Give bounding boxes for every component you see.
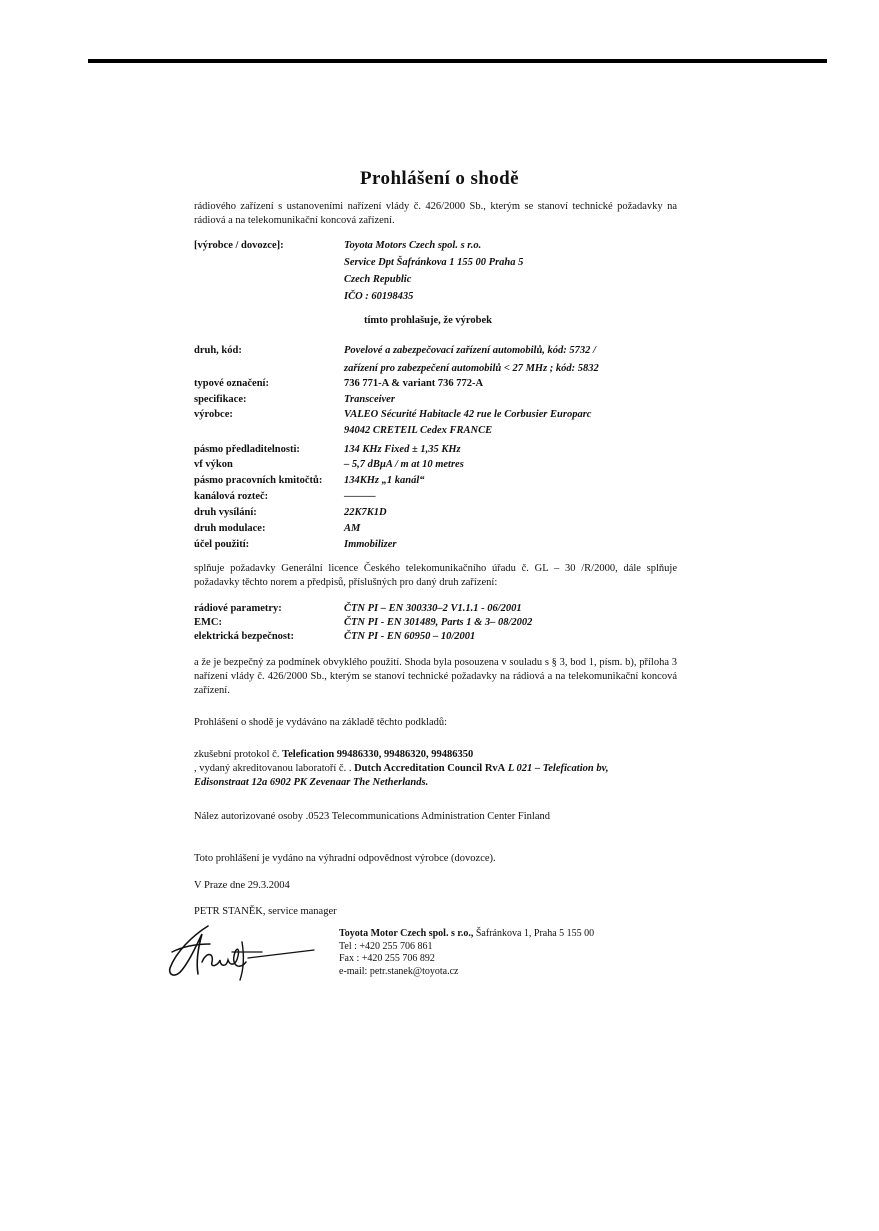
spec-label: typové označení: (194, 378, 269, 389)
spec-label: kanálová rozteč: (194, 491, 269, 502)
manufacturer-line: Toyota Motors Czech spol. s r.o. (344, 240, 482, 251)
spec-label: specifikace: (194, 394, 247, 405)
spec-label: výrobce: (194, 409, 233, 420)
signatory-line: PETR STANĚK, service manager (194, 906, 337, 917)
contact-block (339, 928, 594, 978)
notified-body-line: Nález autorizované osoby .0523 Telecommunications Administration Center Finland (194, 811, 550, 822)
contact-tel: Tel : +420 255 706 861 (339, 940, 433, 952)
manufacturer-line: IČO : 60198435 (344, 291, 414, 302)
norm-value: ČTN PI - EN 301489, Parts 1 & 3– 08/2002 (344, 617, 533, 628)
spec-label: druh modulace: (194, 523, 266, 534)
product-line: zařízení pro zabezpečení automobilů < 27 MHz ; kód: 5832 (344, 363, 599, 374)
document-title: Prohlášení o shodě (360, 168, 519, 189)
basis-line: Prohlášení o shodě je vydáváno na základě těchto podkladů: (194, 717, 448, 728)
test-report-block (194, 748, 677, 790)
spec-value: – 5,7 dBµA / m at 10 metres (344, 459, 464, 470)
spec-value: Immobilizer (344, 539, 397, 550)
spec-label: pásmo předladitelnosti: (194, 444, 300, 455)
compliance-paragraph: splňuje požadavky Generální licence Českého telekomunikačního úřadu č. GL – 30 /R/2000, dále splňuje požadavky těchto norem a předpisů, příslušných pro daný druh zařízení: (194, 563, 677, 588)
contact-email: e-mail: petr.stanek@toyota.cz (339, 965, 459, 977)
spec-value: 736 771-A & variant 736 772-A (344, 378, 484, 389)
safety-paragraph: a že je bezpečný za podmínek obvyklého použití. Shoda byla posouzena v souladu s § 3, bod 1, písm. b), příloha 3 nařízení vlády č. 426/2000 Sb., kterým se stanoví technické požadavky na rádiová a na telekomunikační koncová zařízení. (194, 657, 677, 696)
test-report-lab-prefix: , vydaný akreditovanou laboratoří č. . (194, 763, 355, 774)
spec-value: ——— (344, 491, 376, 502)
spec-value: VALEO Sécurité Habitacle 42 rue le Corbusier Europarc (344, 409, 592, 420)
manufacturer-lines (344, 239, 523, 304)
norm-label: rádiové parametry: (194, 603, 282, 614)
spec-value: 94042 CRETEIL Cedex FRANCE (344, 425, 493, 436)
contact-company: Toyota Motor Czech spol. s r.o., (339, 928, 474, 939)
manufacturer-line: Service Dpt Šafránkova 1 155 00 Praha 5 (344, 257, 524, 268)
manufacturer-label: [výrobce / dovozce]: (194, 240, 284, 251)
spec-value: AM (344, 523, 361, 534)
test-report-address: Edisonstraat 12a 6902 PK Zevenaar The Netherlands. (194, 777, 429, 788)
spec-value: Transceiver (344, 394, 395, 405)
intro-paragraph: rádiového zařízení s ustanoveními nařízení vlády č. 426/2000 Sb., kterým se stanoví technické požadavky na rádiová a na telekomunikační koncová zařízení. (194, 201, 677, 226)
norm-value: ČTN PI - EN 60950 – 10/2001 (344, 631, 476, 642)
responsibility-line: Toto prohlášení je vydáno na výhradní odpovědnost výrobce (dovozce). (194, 853, 496, 864)
test-report-lab-ref: L 021 – Telefication bv, (505, 763, 609, 774)
spec-value: 134KHz „1 kanál“ (344, 475, 425, 486)
spec-label: vf výkon (194, 459, 233, 470)
norm-label: EMC: (194, 617, 222, 628)
contact-fax: Fax : +420 255 706 892 (339, 953, 435, 964)
spec-value: 134 KHz Fixed ± 1,35 KHz (344, 444, 461, 455)
spec-label: účel použití: (194, 539, 250, 550)
spec-value: 22K7K1D (344, 507, 387, 518)
norm-value: ČTN PI – EN 300330–2 V1.1.1 - 06/2001 (344, 603, 522, 614)
top-rule (88, 59, 827, 63)
contact-address: Šafránkova 1, Praha 5 155 00 (473, 928, 595, 939)
spec-label: pásmo pracovních kmitočtů: (194, 475, 323, 486)
spec-label: druh vysílání: (194, 507, 257, 518)
declaration-note: tímto prohlašuje, že výrobek (364, 315, 492, 326)
place-date: V Praze dne 29.3.2004 (194, 880, 290, 891)
test-report-prefix: zkušební protokol č. (194, 749, 283, 760)
product-label: druh, kód: (194, 345, 242, 356)
norm-label: elektrická bezpečnost: (194, 631, 295, 642)
test-report-lab: Dutch Accreditation Council RvA (354, 763, 506, 774)
product-lines (344, 344, 599, 376)
test-report-numbers: Telefication 99486330, 99486320, 99486350 (282, 749, 474, 760)
product-line: Povelové a zabezpečovací zařízení automobilů, kód: 5732 / (344, 345, 596, 356)
manufacturer-line: Czech Republic (344, 274, 412, 285)
handwritten-signature (162, 922, 322, 984)
